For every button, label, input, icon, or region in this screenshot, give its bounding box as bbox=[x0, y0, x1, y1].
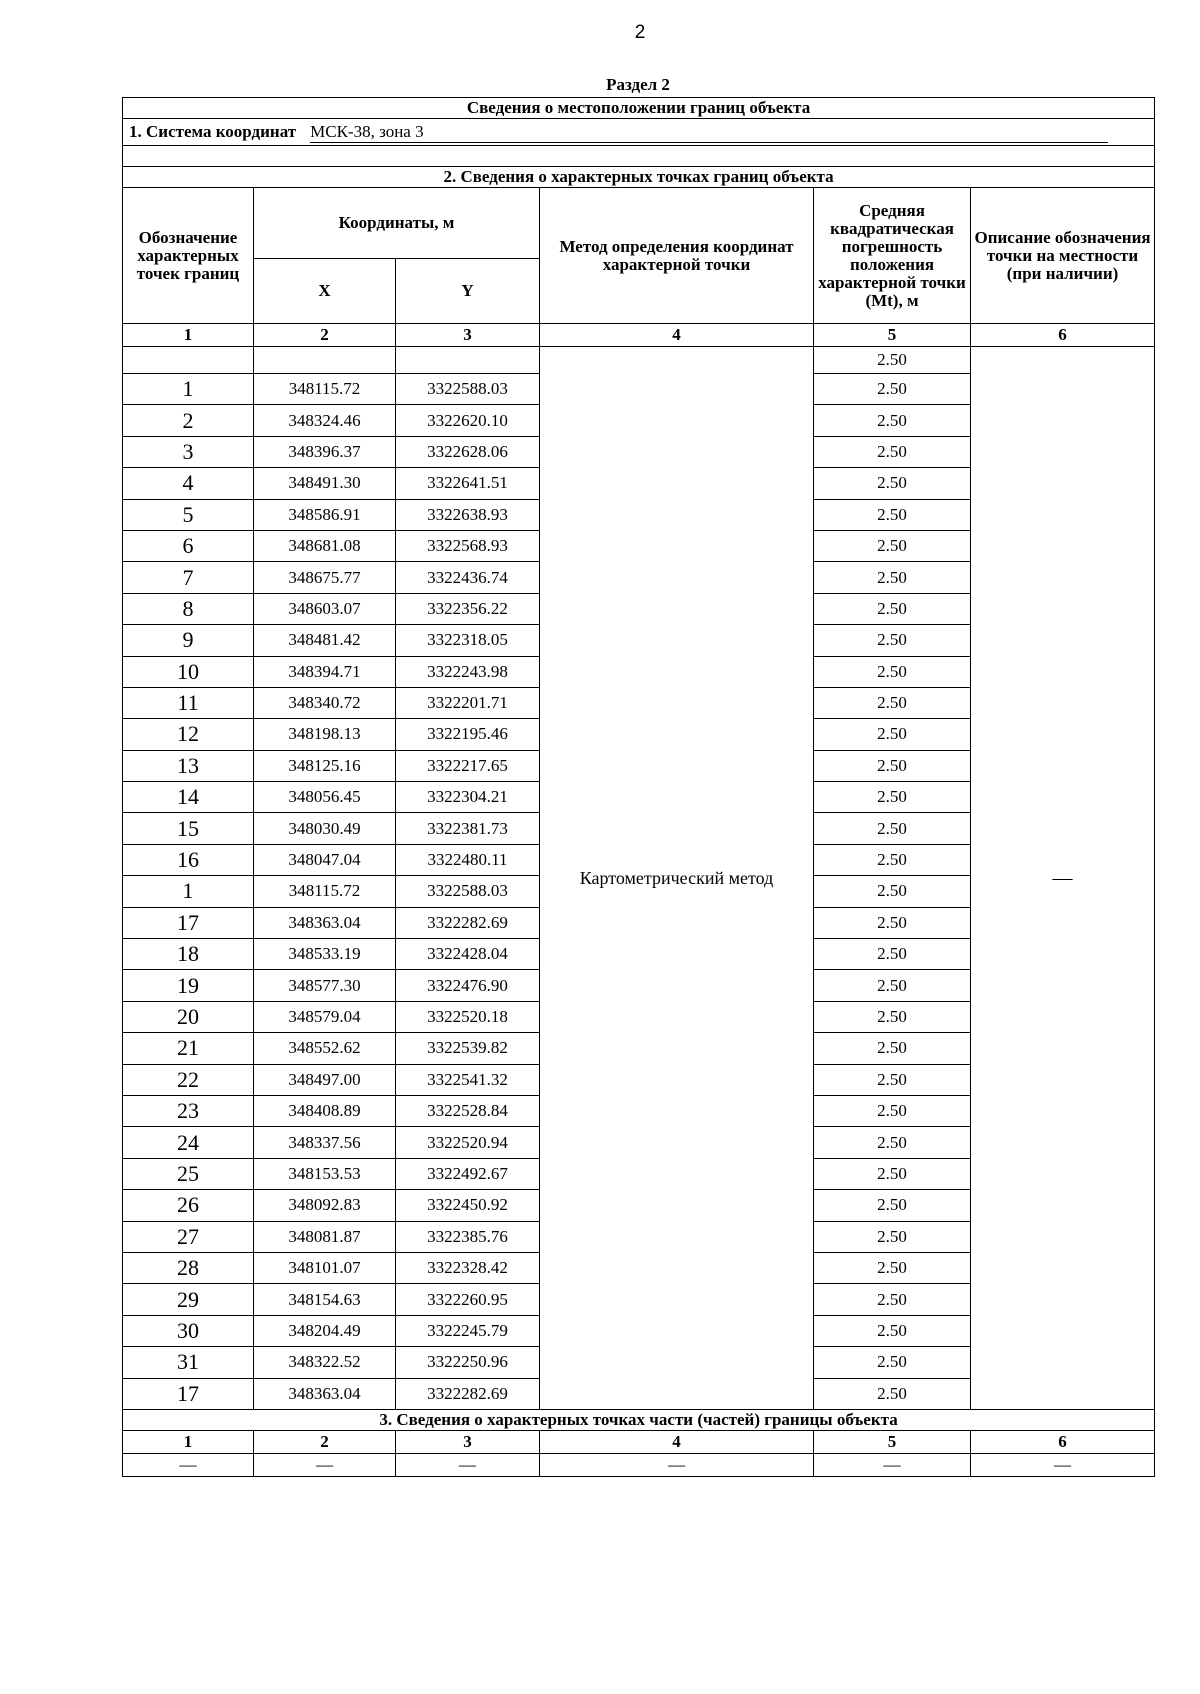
point-x: 348363.04 bbox=[254, 907, 396, 938]
point-x: 348153.53 bbox=[254, 1158, 396, 1189]
point-id: 8 bbox=[123, 593, 254, 624]
error-cell: 2.50 bbox=[814, 347, 971, 374]
point-id: 14 bbox=[123, 782, 254, 813]
point-error: 2.50 bbox=[814, 593, 971, 624]
point-id: 16 bbox=[123, 844, 254, 875]
point-x: 348204.49 bbox=[254, 1315, 396, 1346]
header-error: Средняя квадратическая погрешность положения характерной точки (Mt), м bbox=[814, 188, 971, 324]
point-id: 2 bbox=[123, 405, 254, 436]
point-y: 3322282.69 bbox=[396, 907, 540, 938]
point-x: 348047.04 bbox=[254, 844, 396, 875]
header-designation: Обозначение характерных точек границ bbox=[123, 188, 254, 324]
point-error: 2.50 bbox=[814, 1190, 971, 1221]
point-error: 2.50 bbox=[814, 468, 971, 499]
point-id: 3 bbox=[123, 436, 254, 467]
point-y: 3322250.96 bbox=[396, 1347, 540, 1378]
point-x: 348154.63 bbox=[254, 1284, 396, 1315]
point-id: 6 bbox=[123, 530, 254, 561]
point-error: 2.50 bbox=[814, 1033, 971, 1064]
point-id: 11 bbox=[123, 687, 254, 718]
point-id: 20 bbox=[123, 1001, 254, 1032]
point-x: 348101.07 bbox=[254, 1252, 396, 1283]
point-x: 348081.87 bbox=[254, 1221, 396, 1252]
block-title: Сведения о местоположении границ объекта bbox=[123, 98, 1155, 119]
point-id: 13 bbox=[123, 750, 254, 781]
point-x: 348497.00 bbox=[254, 1064, 396, 1095]
point-y: 3322641.51 bbox=[396, 468, 540, 499]
point-y: 3322428.04 bbox=[396, 939, 540, 970]
point-x: 348396.37 bbox=[254, 436, 396, 467]
subsection3-cell: — bbox=[254, 1453, 396, 1476]
point-id: 17 bbox=[123, 1378, 254, 1409]
point-id: 25 bbox=[123, 1158, 254, 1189]
point-x: 348198.13 bbox=[254, 719, 396, 750]
point-error: 2.50 bbox=[814, 750, 971, 781]
column-number: 2 bbox=[254, 1430, 396, 1453]
header-y: Y bbox=[396, 259, 540, 324]
point-x: 348322.52 bbox=[254, 1347, 396, 1378]
point-y: 3322588.03 bbox=[396, 374, 540, 405]
point-id: 30 bbox=[123, 1315, 254, 1346]
point-id: 10 bbox=[123, 656, 254, 687]
point-y: 3322480.11 bbox=[396, 844, 540, 875]
point-error: 2.50 bbox=[814, 687, 971, 718]
point-y: 3322436.74 bbox=[396, 562, 540, 593]
point-y: 3322520.94 bbox=[396, 1127, 540, 1158]
column-number: 6 bbox=[971, 1430, 1155, 1453]
point-x: 348030.49 bbox=[254, 813, 396, 844]
subsection3-cell: — bbox=[396, 1453, 540, 1476]
point-x: 348340.72 bbox=[254, 687, 396, 718]
point-error: 2.50 bbox=[814, 782, 971, 813]
point-error: 2.50 bbox=[814, 656, 971, 687]
point-error: 2.50 bbox=[814, 1127, 971, 1158]
point-error: 2.50 bbox=[814, 970, 971, 1001]
point-y: 3322385.76 bbox=[396, 1221, 540, 1252]
point-y: 3322217.65 bbox=[396, 750, 540, 781]
point-error: 2.50 bbox=[814, 625, 971, 656]
point-id: 5 bbox=[123, 499, 254, 530]
point-error: 2.50 bbox=[814, 1221, 971, 1252]
point-id: 1 bbox=[123, 876, 254, 907]
point-error: 2.50 bbox=[814, 405, 971, 436]
point-error: 2.50 bbox=[814, 499, 971, 530]
point-y: 3322620.10 bbox=[396, 405, 540, 436]
point-y: 3322520.18 bbox=[396, 1001, 540, 1032]
point-x: 348533.19 bbox=[254, 939, 396, 970]
point-y: 3322638.93 bbox=[396, 499, 540, 530]
point-error: 2.50 bbox=[814, 1252, 971, 1283]
point-id: 4 bbox=[123, 468, 254, 499]
column-number: 3 bbox=[396, 1430, 540, 1453]
point-y: 3322628.06 bbox=[396, 436, 540, 467]
point-x: 348337.56 bbox=[254, 1127, 396, 1158]
section-title: Раздел 2 bbox=[606, 75, 670, 94]
point-error: 2.50 bbox=[814, 436, 971, 467]
header-description: Описание обозначения точки на местности (при наличии) bbox=[971, 188, 1155, 324]
column-number: 6 bbox=[971, 324, 1155, 347]
boundary-table bbox=[122, 97, 1155, 1477]
point-y: 3322492.67 bbox=[396, 1158, 540, 1189]
header-method: Метод определения координат характерной точки bbox=[540, 188, 814, 324]
point-error: 2.50 bbox=[814, 1284, 971, 1315]
point-y: 3322304.21 bbox=[396, 782, 540, 813]
point-x: 348603.07 bbox=[254, 593, 396, 624]
point-id: 27 bbox=[123, 1221, 254, 1252]
point-x: 348579.04 bbox=[254, 1001, 396, 1032]
point-y: 3322588.03 bbox=[396, 876, 540, 907]
point-id: 23 bbox=[123, 1095, 254, 1126]
point-x: 348056.45 bbox=[254, 782, 396, 813]
page-number: 2 bbox=[634, 22, 646, 43]
point-id: 17 bbox=[123, 907, 254, 938]
column-number: 5 bbox=[814, 1430, 971, 1453]
point-id: 22 bbox=[123, 1064, 254, 1095]
coordinate-system-row bbox=[123, 119, 1155, 146]
point-id: 7 bbox=[123, 562, 254, 593]
subsection3-cell: — bbox=[814, 1453, 971, 1476]
column-number: 1 bbox=[123, 324, 254, 347]
point-error: 2.50 bbox=[814, 907, 971, 938]
point-x: 348363.04 bbox=[254, 1378, 396, 1409]
point-error: 2.50 bbox=[814, 1315, 971, 1346]
subsection3-cell: — bbox=[540, 1453, 814, 1476]
point-y: 3322243.98 bbox=[396, 656, 540, 687]
point-id: 24 bbox=[123, 1127, 254, 1158]
subsection3-cell: — bbox=[971, 1453, 1155, 1476]
point-x: 348586.91 bbox=[254, 499, 396, 530]
point-y: 3322328.42 bbox=[396, 1252, 540, 1283]
point-error: 2.50 bbox=[814, 844, 971, 875]
point-error: 2.50 bbox=[814, 876, 971, 907]
point-x: 348481.42 bbox=[254, 625, 396, 656]
point-id: 26 bbox=[123, 1190, 254, 1221]
point-y: 3322356.22 bbox=[396, 593, 540, 624]
point-x: 348681.08 bbox=[254, 530, 396, 561]
point-x: 348324.46 bbox=[254, 405, 396, 436]
point-y: 3322195.46 bbox=[396, 719, 540, 750]
point-id: 21 bbox=[123, 1033, 254, 1064]
point-id: 31 bbox=[123, 1347, 254, 1378]
point-error: 2.50 bbox=[814, 1158, 971, 1189]
point-id: 28 bbox=[123, 1252, 254, 1283]
empty-cell bbox=[123, 347, 254, 374]
point-id: 18 bbox=[123, 939, 254, 970]
header-x: X bbox=[254, 259, 396, 324]
description-cell: — bbox=[971, 347, 1155, 1410]
point-id: 15 bbox=[123, 813, 254, 844]
point-x: 348115.72 bbox=[254, 876, 396, 907]
point-y: 3322282.69 bbox=[396, 1378, 540, 1409]
point-error: 2.50 bbox=[814, 1095, 971, 1126]
point-x: 348394.71 bbox=[254, 656, 396, 687]
point-error: 2.50 bbox=[814, 530, 971, 561]
point-error: 2.50 bbox=[814, 1347, 971, 1378]
point-error: 2.50 bbox=[814, 374, 971, 405]
point-x: 348408.89 bbox=[254, 1095, 396, 1126]
subsection3-cell: — bbox=[123, 1453, 254, 1476]
column-number: 4 bbox=[540, 324, 814, 347]
point-id: 29 bbox=[123, 1284, 254, 1315]
point-y: 3322539.82 bbox=[396, 1033, 540, 1064]
point-x: 348675.77 bbox=[254, 562, 396, 593]
point-id: 9 bbox=[123, 625, 254, 656]
column-number: 4 bbox=[540, 1430, 814, 1453]
point-x: 348092.83 bbox=[254, 1190, 396, 1221]
subsection2-title: 2. Сведения о характерных точках границ объекта bbox=[123, 167, 1155, 188]
point-y: 3322476.90 bbox=[396, 970, 540, 1001]
method-cell: Картометрический метод bbox=[540, 347, 814, 1410]
point-x: 348577.30 bbox=[254, 970, 396, 1001]
point-y: 3322528.84 bbox=[396, 1095, 540, 1126]
point-id: 19 bbox=[123, 970, 254, 1001]
point-x: 348115.72 bbox=[254, 374, 396, 405]
point-y: 3322201.71 bbox=[396, 687, 540, 718]
point-y: 3322318.05 bbox=[396, 625, 540, 656]
coordinate-system-value: МСК-38, зона 3 bbox=[310, 122, 1108, 143]
point-y: 3322245.79 bbox=[396, 1315, 540, 1346]
point-id: 12 bbox=[123, 719, 254, 750]
point-x: 348125.16 bbox=[254, 750, 396, 781]
header-coordinates: Координаты, м bbox=[254, 188, 540, 259]
point-id: 1 bbox=[123, 374, 254, 405]
point-error: 2.50 bbox=[814, 1064, 971, 1095]
column-number: 1 bbox=[123, 1430, 254, 1453]
point-x: 348491.30 bbox=[254, 468, 396, 499]
column-number: 3 bbox=[396, 324, 540, 347]
point-error: 2.50 bbox=[814, 719, 971, 750]
subsection3-title: 3. Сведения о характерных точках части (частей) границы объекта bbox=[123, 1409, 1155, 1430]
point-error: 2.50 bbox=[814, 939, 971, 970]
point-y: 3322381.73 bbox=[396, 813, 540, 844]
point-y: 3322568.93 bbox=[396, 530, 540, 561]
blank-row bbox=[123, 146, 1155, 167]
point-error: 2.50 bbox=[814, 1378, 971, 1409]
empty-cell bbox=[254, 347, 396, 374]
point-y: 3322541.32 bbox=[396, 1064, 540, 1095]
point-error: 2.50 bbox=[814, 813, 971, 844]
point-x: 348552.62 bbox=[254, 1033, 396, 1064]
point-y: 3322260.95 bbox=[396, 1284, 540, 1315]
coordinate-system-label: 1. Система координат bbox=[129, 121, 297, 141]
point-y: 3322450.92 bbox=[396, 1190, 540, 1221]
empty-cell bbox=[396, 347, 540, 374]
column-number: 5 bbox=[814, 324, 971, 347]
point-error: 2.50 bbox=[814, 1001, 971, 1032]
column-number: 2 bbox=[254, 324, 396, 347]
point-error: 2.50 bbox=[814, 562, 971, 593]
